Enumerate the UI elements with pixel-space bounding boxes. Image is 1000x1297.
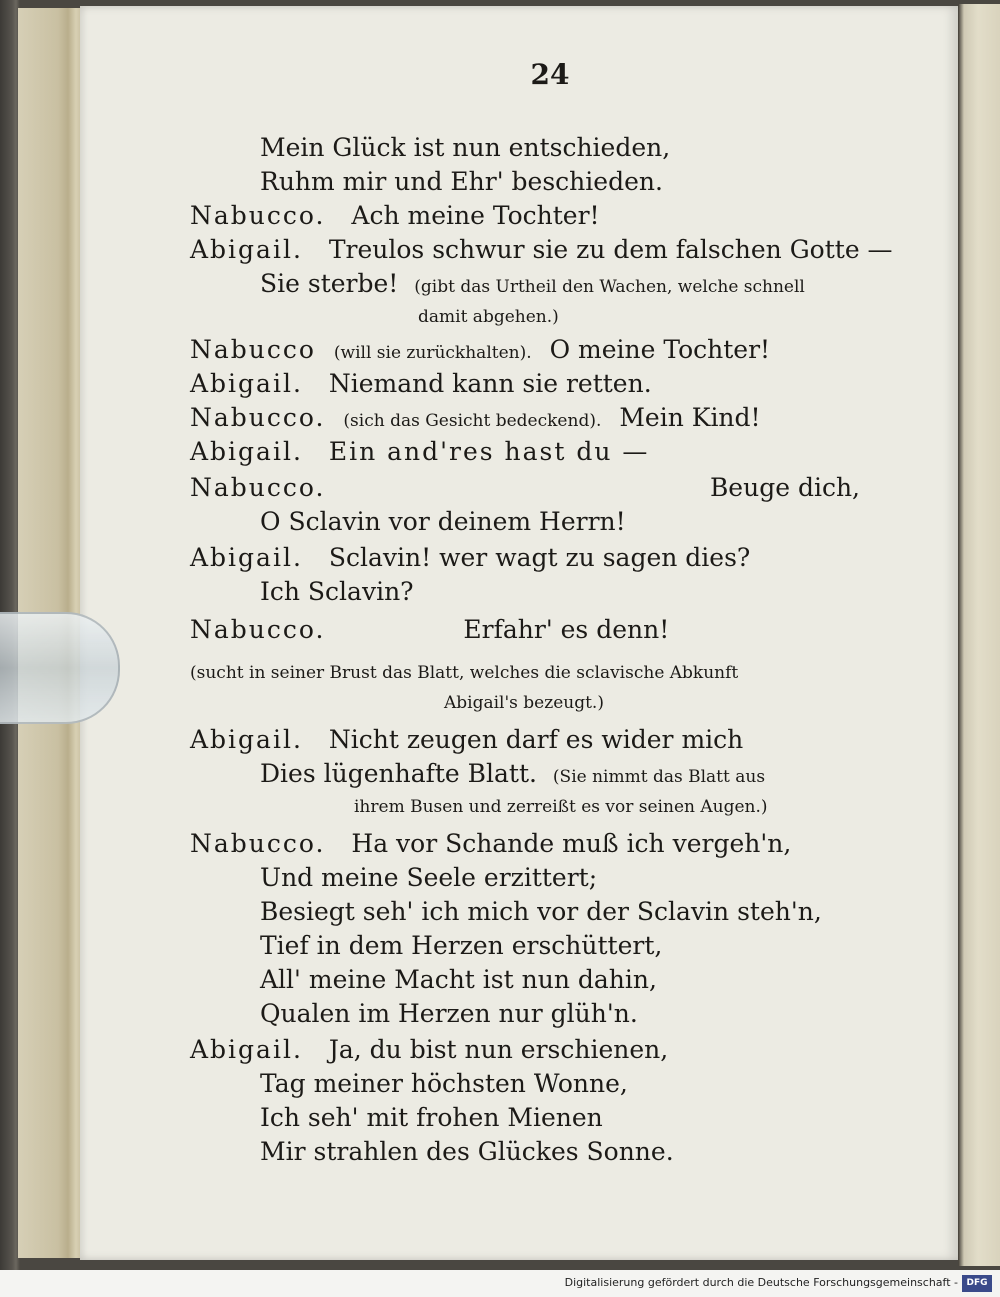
line-text: Sie sterbe!: [260, 269, 399, 298]
speaker-name: Nabucco.: [190, 615, 326, 644]
verse-line: [190, 334, 770, 369]
stage-direction: Abigail's bezeugt.): [444, 693, 604, 713]
line-text: Ich Sclavin?: [260, 577, 414, 606]
verse-line: [190, 234, 893, 266]
speaker-name: Abigail.: [190, 235, 303, 264]
line-text: Tief in dem Herzen erschüttert,: [260, 931, 663, 960]
verse-line: [260, 862, 597, 894]
funding-credit: Digitalisierung gefördert durch die Deutsche Forschungsgemeinschaft -: [564, 1276, 958, 1289]
verse-line: [190, 724, 743, 756]
speaker-name: Nabucco.: [190, 201, 326, 230]
line-text: Sclavin! wer wagt zu sagen dies?: [328, 543, 751, 572]
line-text: Ha vor Schande muß ich vergeh'n,: [351, 829, 792, 858]
stage-direction: (sucht in seiner Brust das Blatt, welches die sclavische Abkunft: [190, 663, 739, 683]
digitization-footer: [0, 1274, 1000, 1297]
stage-direction: (will sie zurückhalten).: [333, 343, 532, 363]
stage-direction: (sich das Gesicht bedeckend).: [343, 411, 602, 431]
speaker-name: Abigail.: [190, 437, 303, 466]
line-text: O meine Tochter!: [549, 335, 771, 364]
line-text: Ein and'res hast du —: [328, 437, 650, 466]
next-page-edge: [958, 4, 1000, 1266]
verse-line: [260, 930, 662, 962]
verse-line: [260, 576, 414, 608]
line-text: Erfahr' es denn!: [463, 615, 670, 644]
line-text: Und meine Seele erzittert;: [260, 863, 598, 892]
dfg-logo: DFG: [962, 1275, 992, 1292]
verse-line: [260, 896, 822, 928]
line-text: Beuge dich,: [709, 473, 860, 502]
verse-line: [190, 1034, 668, 1066]
speaker-name: Nabucco.: [190, 829, 326, 858]
verse-line: [260, 1102, 603, 1134]
line-text: Treulos schwur sie zu dem falschen Gotte —: [328, 235, 893, 264]
stage-direction: (Sie nimmt das Blatt aus: [552, 767, 766, 787]
stage-direction: (gibt das Urtheil den Wachen, welche schnell: [414, 277, 805, 297]
line-text: Mein Glück ist nun entschieden,: [260, 133, 671, 162]
verse-line: [260, 1136, 674, 1168]
speaker-name: Abigail.: [190, 369, 303, 398]
verse-line: [260, 964, 657, 996]
line-text: All' meine Macht ist nun dahin,: [260, 965, 657, 994]
stage-direction: damit abgehen.): [418, 307, 559, 327]
verse-line: [190, 542, 750, 574]
speaker-name: Abigail.: [190, 725, 303, 754]
line-text: Ja, du bist nun erschienen,: [328, 1035, 669, 1064]
verse-line: [190, 200, 600, 232]
verse-line: [190, 402, 761, 437]
line-text: Ich seh' mit frohen Mienen: [260, 1103, 603, 1132]
verse-line: [190, 368, 652, 400]
verse-line: [260, 166, 663, 198]
line-text: Mein Kind!: [619, 403, 761, 432]
verse-line: [190, 614, 669, 646]
line-text: O Sclavin vor deinem Herrn!: [260, 507, 626, 536]
verse-line: [190, 472, 860, 504]
verse-line: [444, 684, 604, 719]
line-text: Besiegt seh' ich mich vor der Sclavin steh'n,: [260, 897, 822, 926]
line-text: Dies lügenhafte Blatt.: [260, 759, 537, 788]
speaker-name: Nabucco.: [190, 403, 326, 432]
speaker-name: Nabucco: [190, 335, 316, 364]
verse-line: [190, 436, 649, 468]
verse-line: [418, 298, 559, 333]
line-text: Mir strahlen des Glückes Sonne.: [260, 1137, 674, 1166]
page-number: 24: [530, 58, 570, 91]
verse-line: [260, 132, 670, 164]
verse-line: [260, 998, 638, 1030]
line-text: Ach meine Tochter!: [351, 201, 600, 230]
page-holder-clip: [0, 612, 120, 724]
line-text: Qualen im Herzen nur glüh'n.: [260, 999, 638, 1028]
verse-line: [190, 828, 791, 860]
speaker-name: Abigail.: [190, 1035, 303, 1064]
line-text: Ruhm mir und Ehr' beschieden.: [260, 167, 663, 196]
line-text: Nicht zeugen darf es wider mich: [328, 725, 744, 754]
line-text: Niemand kann sie retten.: [328, 369, 652, 398]
speaker-name: Nabucco.: [190, 473, 326, 502]
verse-line: [260, 1068, 628, 1100]
speaker-name: Abigail.: [190, 543, 303, 572]
verse-line: [354, 788, 768, 823]
stage-direction: ihrem Busen und zerreißt es vor seinen Augen.): [354, 797, 768, 817]
verse-line: [260, 506, 626, 538]
line-text: Tag meiner höchsten Wonne,: [260, 1069, 628, 1098]
